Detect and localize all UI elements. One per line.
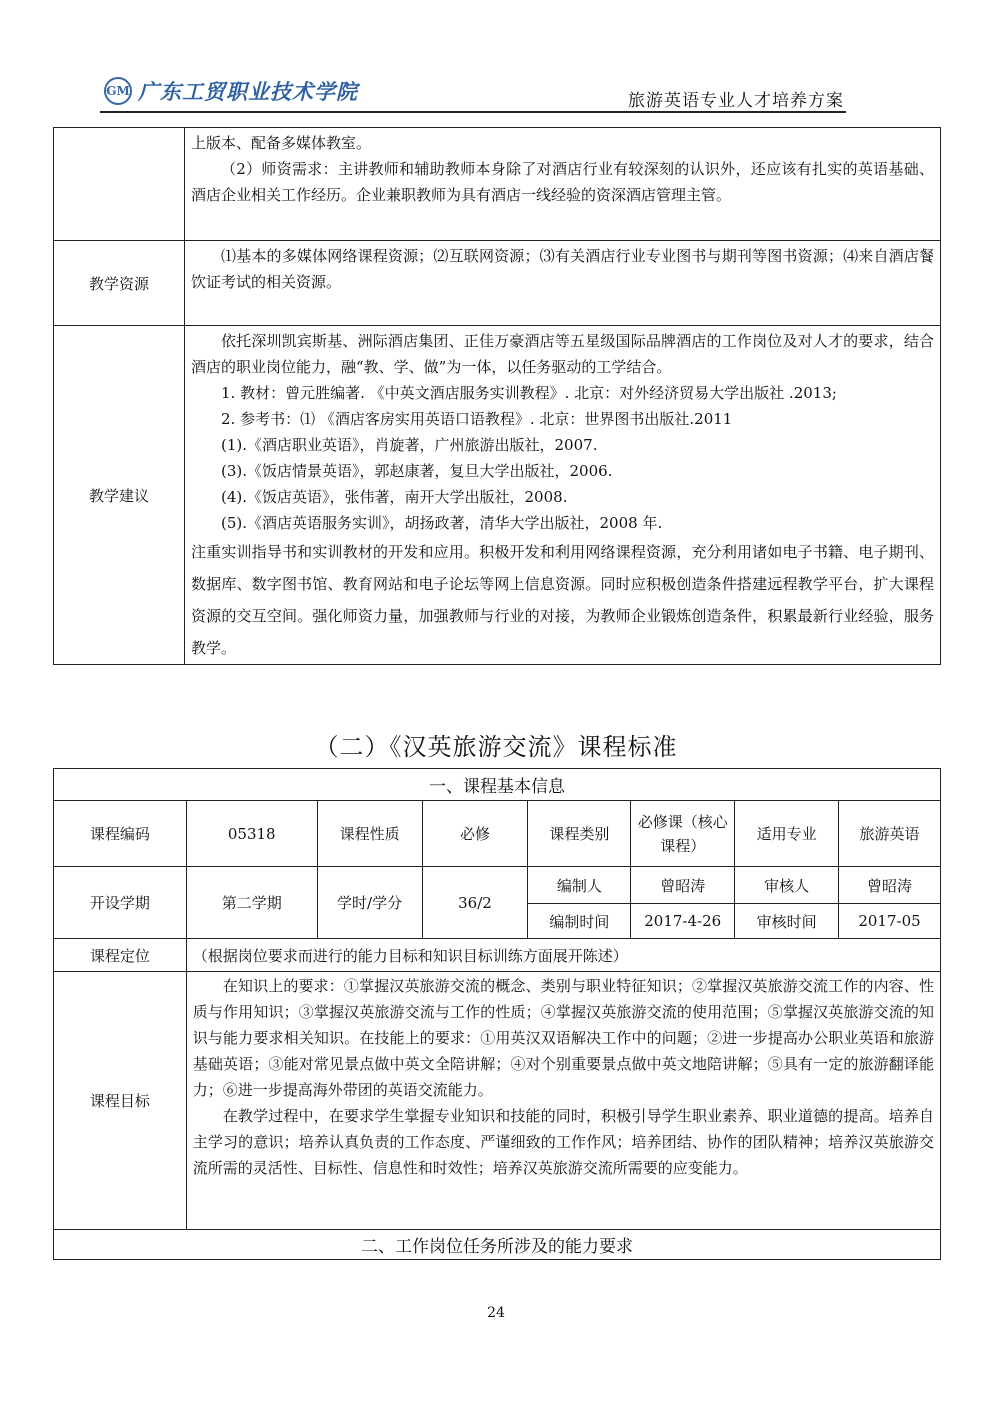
- field-value: 曾昭涛: [839, 867, 941, 904]
- text-paragraph: ⑴基本的多媒体网络课程资源；⑵互联网资源；⑶有关酒店行业专业图书与期刊等图书资源；⑷来自酒店餐饮证考试的相关资源。: [191, 247, 934, 291]
- text-paragraph: 注重实训指导书和实训教材的开发和应用。积极开发和利用网络课程资源，充分利用诸如电子书籍、电子期刊、数据库、数字图书馆、教育网站和电子论坛等网上信息资源。同时应积极创造条件搭建远程教学平台，扩大课程资源的交互空间。强化师资力量，加强教师与行业的对接，为教师企业锻炼创造条件，积累最新行业经验，服务教学。: [191, 543, 934, 657]
- empty-label-cell: [54, 128, 185, 241]
- field-label: 开设学期: [54, 867, 187, 939]
- text-paragraph: 在教学过程中，在要求学生掌握专业知识和技能的同时，积极引导学生职业素养、职业道德的提高。培养自主学习的意识；培养认真负责的工作态度、严谨细致的工作作风；培养团结、协作的团队精神；培养汉英旅游交流所需的灵活性、目标性、信息性和时效性；培养汉英旅游交流所需要的应变能力。: [192, 1107, 934, 1177]
- header-divider: [100, 111, 846, 113]
- content-cell: [185, 241, 941, 326]
- field-label: 学时/学分: [317, 867, 422, 939]
- table-row: [54, 972, 941, 1230]
- text-paragraph: 依托深圳凯宾斯基、洲际酒店集团、正佳万豪酒店等五星级国际品牌酒店的工作岗位及对人才的要求，结合酒店的职业岗位能力，融“教、学、做”为一体，以任务驱动的工学结合。: [191, 332, 934, 376]
- text-paragraph: 在知识上的要求：①掌握汉英旅游交流的概念、类别与职业特征知识；②掌握汉英旅游交流工作的内容、性质与作用知识；③掌握汉英旅游交流与工作的性质；④掌握汉英旅游交流的使用范围；⑤掌握汉英旅游交流的知识与能力要求相关知识。在技能上的要求：①用英汉双语解决工作中的问题；②进一步提高办公职业英语和旅游基础英语；③能对常见景点做中英文全陪讲解；④对个别重要景点做中英文地陪讲解；⑤具有一定的旅游翻译能力；⑥进一步提高海外带团的英语交流能力。: [192, 977, 934, 1099]
- section-heading: 一、课程基本信息: [54, 769, 941, 801]
- field-label: 编制时间: [528, 904, 631, 939]
- row-label: 教学资源: [54, 241, 185, 326]
- table-row: [54, 867, 941, 904]
- field-value: 必修: [422, 801, 528, 867]
- content-cell: [185, 128, 941, 241]
- school-logo: [104, 76, 358, 106]
- table-row: [54, 326, 941, 665]
- field-label: 审核人: [735, 867, 839, 904]
- field-label: 编制人: [528, 867, 631, 904]
- reference-item: 1. 教材：曾元胜编著. 《中英文酒店服务实训教程》. 北京：对外经济贸易大学出版社 .2013;: [221, 384, 837, 402]
- reference-item: (5).《酒店英语服务实训》，胡扬政著，清华大学出版社，2008 年.: [221, 514, 663, 532]
- reference-item: (4).《饭店英语》，张伟著，南开大学出版社，2008.: [221, 488, 568, 506]
- field-label: 课程目标: [54, 972, 187, 1230]
- text-paragraph: （2）师资需求：主讲教师和辅助教师本身除了对酒店行业有较深刻的认识外，还应该有扎实的英语基础、酒店企业相关工作经历。企业兼职教师为具有酒店一线经验的资深酒店管理主管。: [191, 160, 934, 204]
- field-value: 旅游英语: [839, 801, 941, 867]
- table-row: [54, 1230, 941, 1260]
- table-row: [54, 241, 941, 326]
- field-value: 必修课（核心课程）: [631, 801, 735, 867]
- school-name: 广东工贸职业技术学院: [138, 79, 358, 104]
- text-line: 上版本、配备多媒体教室。: [191, 134, 372, 152]
- document-title: 旅游英语专业人才培养方案: [628, 91, 844, 111]
- table-row: [54, 769, 941, 801]
- section-heading: 二、工作岗位任务所涉及的能力要求: [54, 1230, 941, 1260]
- goals-cell: [186, 972, 940, 1230]
- field-label: 课程类别: [528, 801, 631, 867]
- field-value: （根据岗位要求而进行的能力目标和知识目标训练方面展开陈述）: [186, 939, 940, 972]
- page-number: 24: [487, 1305, 505, 1321]
- field-label: 课程性质: [317, 801, 422, 867]
- field-value: 曾昭涛: [631, 867, 735, 904]
- reference-item: (1).《酒店职业英语》，肖旋著，广州旅游出版社，2007.: [221, 436, 598, 454]
- field-label: 审核时间: [735, 904, 839, 939]
- field-label: 课程编码: [54, 801, 187, 867]
- reference-item: 2. 参考书：⑴ 《酒店客房实用英语口语教程》. 北京：世界图书出版社.2011: [221, 410, 733, 428]
- field-value: 05318: [186, 801, 317, 867]
- field-label: 课程定位: [54, 939, 187, 972]
- field-label: 适用专业: [735, 801, 839, 867]
- content-cell: [185, 326, 941, 665]
- field-value: 2017-05: [839, 904, 941, 939]
- field-value: 36/2: [422, 867, 528, 939]
- field-value: 第二学期: [186, 867, 317, 939]
- row-label: 教学建议: [54, 326, 185, 665]
- school-emblem-icon: GM: [104, 77, 132, 105]
- field-value: 2017-4-26: [631, 904, 735, 939]
- table-row: [54, 128, 941, 241]
- teaching-table: [53, 127, 941, 665]
- course-standard-table: [53, 768, 941, 1260]
- table-row: [54, 939, 941, 972]
- reference-item: (3).《饭店情景英语》，郭赵康著，复旦大学出版社，2006.: [221, 462, 613, 480]
- section-title: （二）《汉英旅游交流》课程标准: [314, 733, 678, 761]
- table-row: [54, 801, 941, 867]
